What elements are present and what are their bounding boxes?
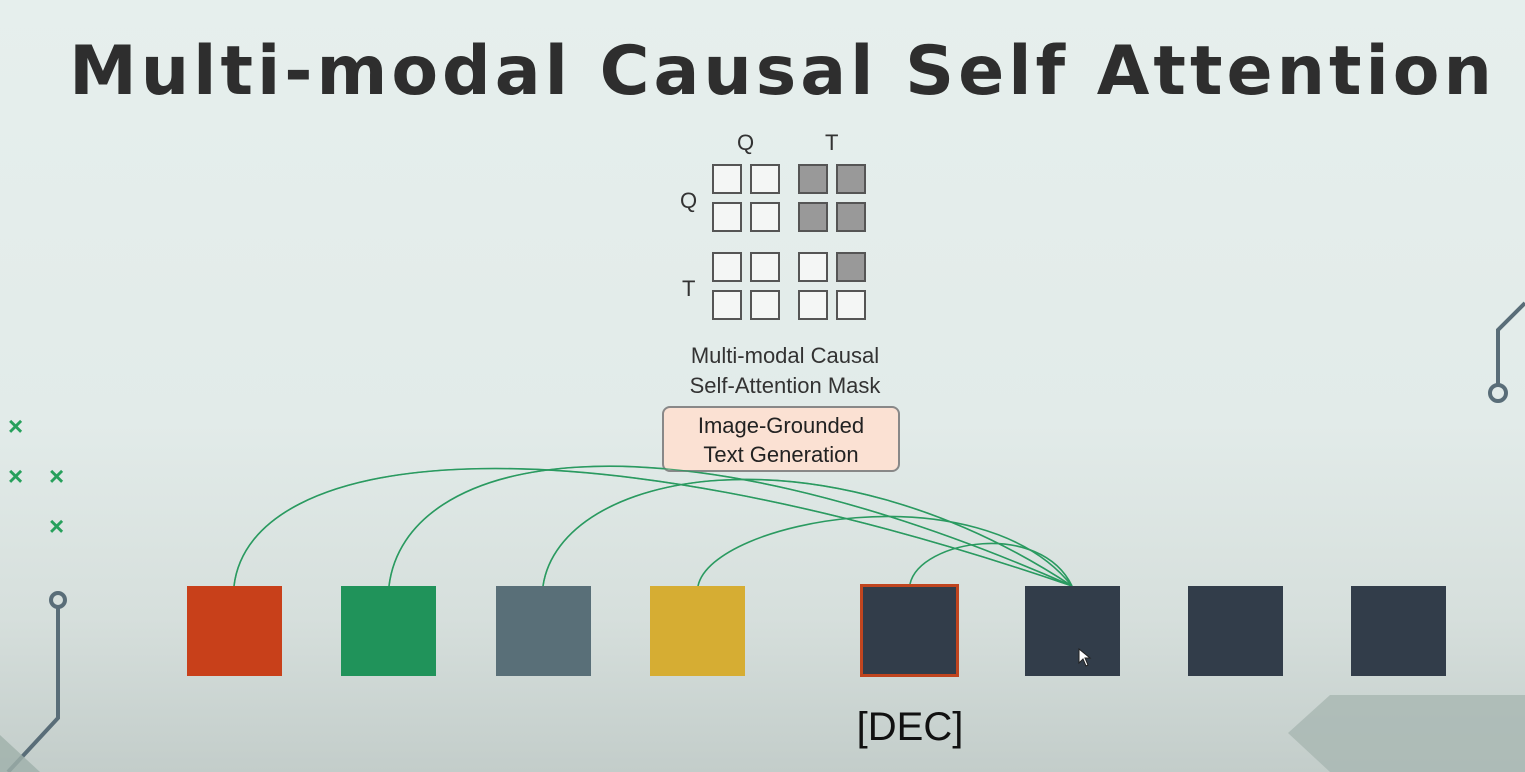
decor-x-icon: ×	[8, 461, 24, 491]
circuit-node-left-icon	[51, 593, 65, 607]
mask-row-label-t: T	[682, 276, 696, 301]
circuit-line-right	[1498, 303, 1525, 385]
dec-label: [DEC]	[856, 705, 964, 749]
decor-x-icon: ×	[8, 411, 24, 441]
mask-caption-line1: Multi-modal Causal	[690, 343, 880, 368]
mask-col-label-t: T	[825, 130, 839, 155]
decor-x-icon: ×	[49, 461, 65, 491]
mask-col-label-q: Q	[737, 130, 755, 155]
circuit-node-right-icon	[1490, 385, 1506, 401]
decor-hexagon-right	[1288, 695, 1525, 772]
decor-corner-left	[0, 735, 40, 772]
mask-caption-line2: Self-Attention Mask	[689, 373, 881, 398]
mouse-cursor-icon	[1078, 648, 1092, 668]
circuit-line-left	[8, 607, 58, 772]
slide-title: Multi-modal Causal Self Attention	[69, 32, 1496, 111]
mask-row-label-q: Q	[680, 188, 698, 213]
generation-box-line2: Text Generation	[703, 442, 859, 467]
generation-box-line1: Image-Grounded	[697, 413, 865, 438]
decor-x-icon: ×	[49, 511, 65, 541]
